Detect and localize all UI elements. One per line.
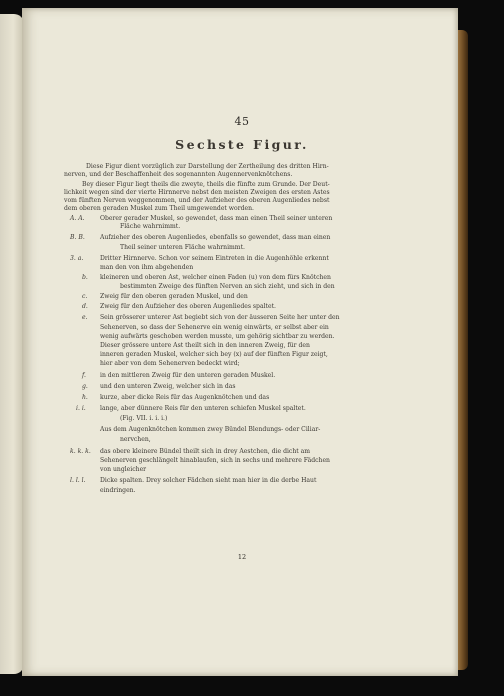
entry-line: kurze, aber dicke Reis für das Augenknötchen und das (100, 394, 270, 401)
entry-line: nervchen, (120, 436, 151, 443)
book-page (22, 8, 458, 676)
entry-line: hier aber von dem Sehenerven bedeckt wird; (100, 360, 240, 367)
entry-line: Oberer gerader Muskel, so gewendet, dass man einen Theil seiner unteren (100, 215, 333, 222)
entry-line: das obere kleinere Bündel theilt sich in drey Aestchen, die dicht am (100, 448, 311, 455)
entry-line: Theil seiner unteren Fläche wahrnimmt. (120, 244, 245, 251)
entry-line: wenig aufwärts geschoben werden musste, um gehörig sichtbar zu werden. (100, 333, 335, 340)
text-line: vom fünften Nerven weggenommen, und der Aufzieher des oberen Augenliedes nebst (64, 197, 330, 204)
entry-key: i. i. (76, 405, 86, 412)
page-number: 45 (234, 115, 250, 128)
entry-line: Dieser grössere untere Ast theilt sich in den inneren Zweig, für den (100, 342, 310, 349)
entry-line: Dritter Hirnnerve. Schon vor seinem Eintreten in die Augenhöhle erkennt (100, 255, 329, 262)
entry-line: inneren geraden Muskel, welcher sich bey (x) auf der fünften Figur zeigt, (100, 351, 328, 358)
entry-key: h. (82, 394, 88, 401)
entry-line: kleineren und oberen Ast, welcher einen Faden (u) von dem fürs Knötchen (100, 274, 331, 281)
text-line: Bey dieser Figur liegt theils die zweyte, theils die fünfte zum Grunde. Der Deut- (82, 181, 330, 188)
entry-line: Aufzieher des oberen Augenliedes, ebenfalls so gewendet, dass man einen (100, 234, 331, 241)
entry-line: lange, aber dünnere Reis für den unteren schiefen Muskel spaltet. (100, 405, 306, 412)
text-line: Diese Figur dient vorzüglich zur Darstellung der Zertheilung des dritten Hirn- (86, 163, 329, 170)
entry-key: A. A. (70, 215, 85, 222)
entry-line: bestimmten Zweige des fünften Nerven an sich zieht, und sich in den (120, 283, 335, 290)
entry-line: Sehenerven, so dass der Sehenerve ein wenig einwärts, er selbst aber ein (100, 324, 329, 331)
text-line: lichkeit wegen sind der vierte Hirnnerve nebst den meisten Zweigen des ersten Astes (64, 189, 330, 196)
entry-key: B. B. (70, 234, 85, 241)
text-line: dem oberen geraden Muskel zum Theil umgewendet worden. (64, 205, 254, 212)
entry-line: eindringen. (100, 487, 136, 494)
entry-line: Zweig für den Aufzieher des oberen Augenliedes spaltet. (100, 303, 276, 310)
entry-line: Aus dem Augenknötchen kommen zwey Bündel Blendungs- oder Ciliar- (100, 426, 321, 433)
entry-key: c. (82, 293, 88, 300)
signature-mark: 12 (237, 553, 247, 561)
entry-key: k. k. k. (70, 448, 91, 455)
entry-key: b. (82, 274, 88, 281)
entry-key: d. (82, 303, 88, 310)
entry-line: Dicke spalten. Drey solcher Fädchen sieht man hier in die derbe Haut (100, 477, 317, 484)
entry-key: g. (82, 383, 88, 390)
entry-key: l. l. l. (70, 477, 86, 484)
entry-line: Fläche wahrnimmt. (120, 223, 181, 230)
entry-key: e. (82, 314, 88, 321)
entry-line: von ungleicher (100, 466, 147, 473)
entry-line: (Fig. VII. i. i. i.) (120, 415, 168, 422)
entry-line: man den von ihm abgehenden (100, 264, 194, 271)
previous-page-edge (0, 14, 24, 674)
entry-key: 3. a. (70, 255, 84, 262)
entry-key: f. (82, 372, 86, 379)
entry-line: Sehenerven geschlängelt hinablaufen, sich in sechs und mehrere Fädchen (100, 457, 330, 464)
text-line: nerven, und der Beschaffenheit des sogenannten Augennervenknötchens. (64, 171, 293, 178)
entry-line: und den unteren Zweig, welcher sich in das (100, 383, 236, 390)
entry-line: Zweig für den oberen geraden Muskel, und den (100, 293, 248, 300)
entry-line: in den mittleren Zweig für den unteren geraden Muskel. (100, 372, 276, 379)
page-title: Sechste Figur. (175, 137, 309, 152)
entry-line: Sein grösserer unterer Ast begiebt sich von der äusseren Seite her unter den (100, 314, 340, 321)
